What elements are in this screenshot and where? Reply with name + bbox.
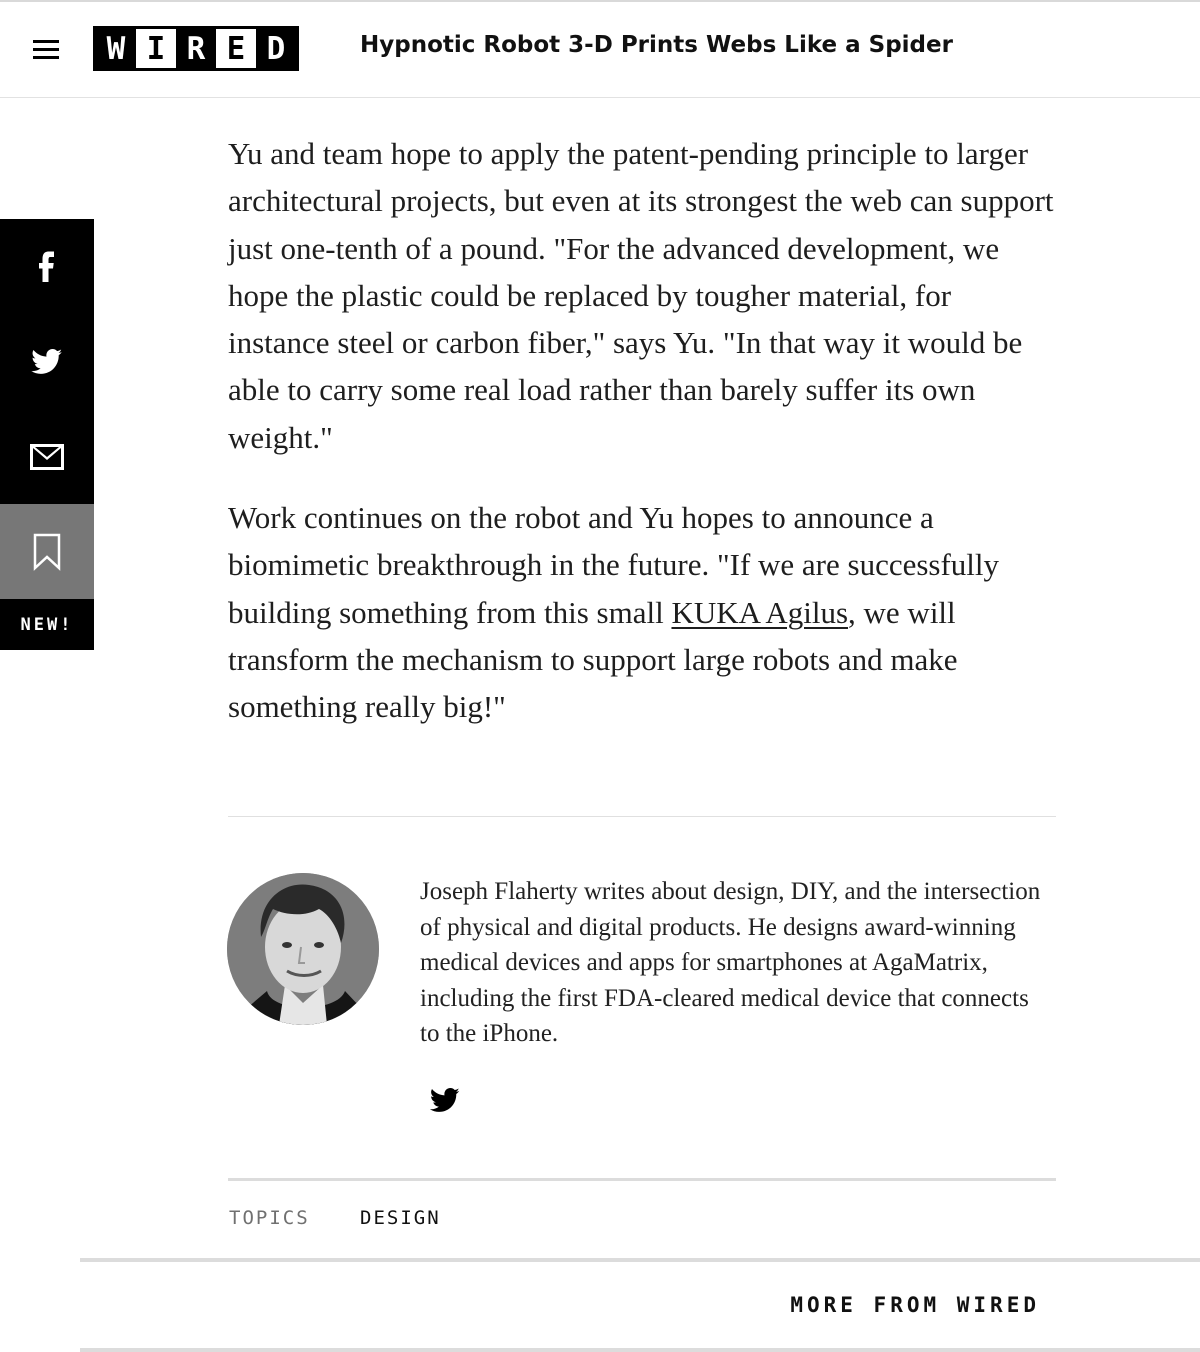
wired-logo[interactable] [93, 26, 299, 71]
divider [80, 1348, 1200, 1352]
author-bio: Joseph Flaherty writes about design, DIY, and the intersection of physical and digital products. He designs award-winning medical devices and apps for smartphones at AgaMatrix, including the first FDA-cleared medical device that connects to the iPhone. [420, 878, 1041, 1047]
paragraph-text: , we will transform the mechanism to support large robots and make something really big!" [228, 594, 958, 725]
bookmark-button[interactable] [0, 504, 94, 599]
site-header [0, 2, 1200, 98]
email-icon [30, 444, 64, 470]
bookmark-icon [33, 533, 61, 571]
topics-label: TOPICS [229, 1207, 310, 1229]
topic-link-design[interactable]: DESIGN [360, 1207, 441, 1229]
article-paragraph: Yu and team hope to apply the patent-pending principle to larger architectural projects, but even at its strongest the web can support just one-tenth of a pound. "For the advanced development, we hope the plastic could be replaced by tougher material, for instance steel or carbon fiber," says Yu. "In that way it would be able to carry some real load rather than barely suffer its own weight." [228, 136, 1054, 455]
divider [228, 1178, 1056, 1181]
paragraph-text: Work continues on the robot and Yu hopes to announce a biomimetic breakthrough in the future. "If we are successfully building something from this small [228, 500, 1000, 630]
facebook-icon [38, 251, 56, 283]
header-article-title: Hypnotic Robot 3-D Prints Webs Like a Spider [360, 32, 953, 58]
logo-letter-i: I [136, 29, 176, 68]
twitter-icon [430, 1088, 460, 1113]
twitter-share-button[interactable] [0, 314, 94, 409]
author-avatar [227, 873, 379, 1025]
twitter-icon [31, 349, 63, 375]
logo-letter-w: W [96, 29, 136, 68]
article-paragraph [228, 494, 1056, 730]
logo-letter-r: R [176, 29, 216, 68]
share-rail [0, 219, 94, 650]
new-badge: NEW! [0, 599, 94, 650]
author-twitter-link[interactable] [430, 1088, 464, 1116]
article-body [228, 130, 1056, 764]
logo-letter-e: E [216, 29, 256, 68]
logo-letter-d: D [256, 29, 296, 68]
hamburger-menu-icon[interactable] [28, 35, 64, 65]
divider [80, 1258, 1200, 1262]
email-share-button[interactable] [0, 409, 94, 504]
facebook-share-button[interactable] [0, 219, 94, 314]
more-from-wired-heading: MORE FROM WIRED [790, 1293, 1040, 1317]
kuka-agilus-link[interactable]: KUKA Agilus [671, 594, 849, 630]
divider [228, 816, 1056, 817]
